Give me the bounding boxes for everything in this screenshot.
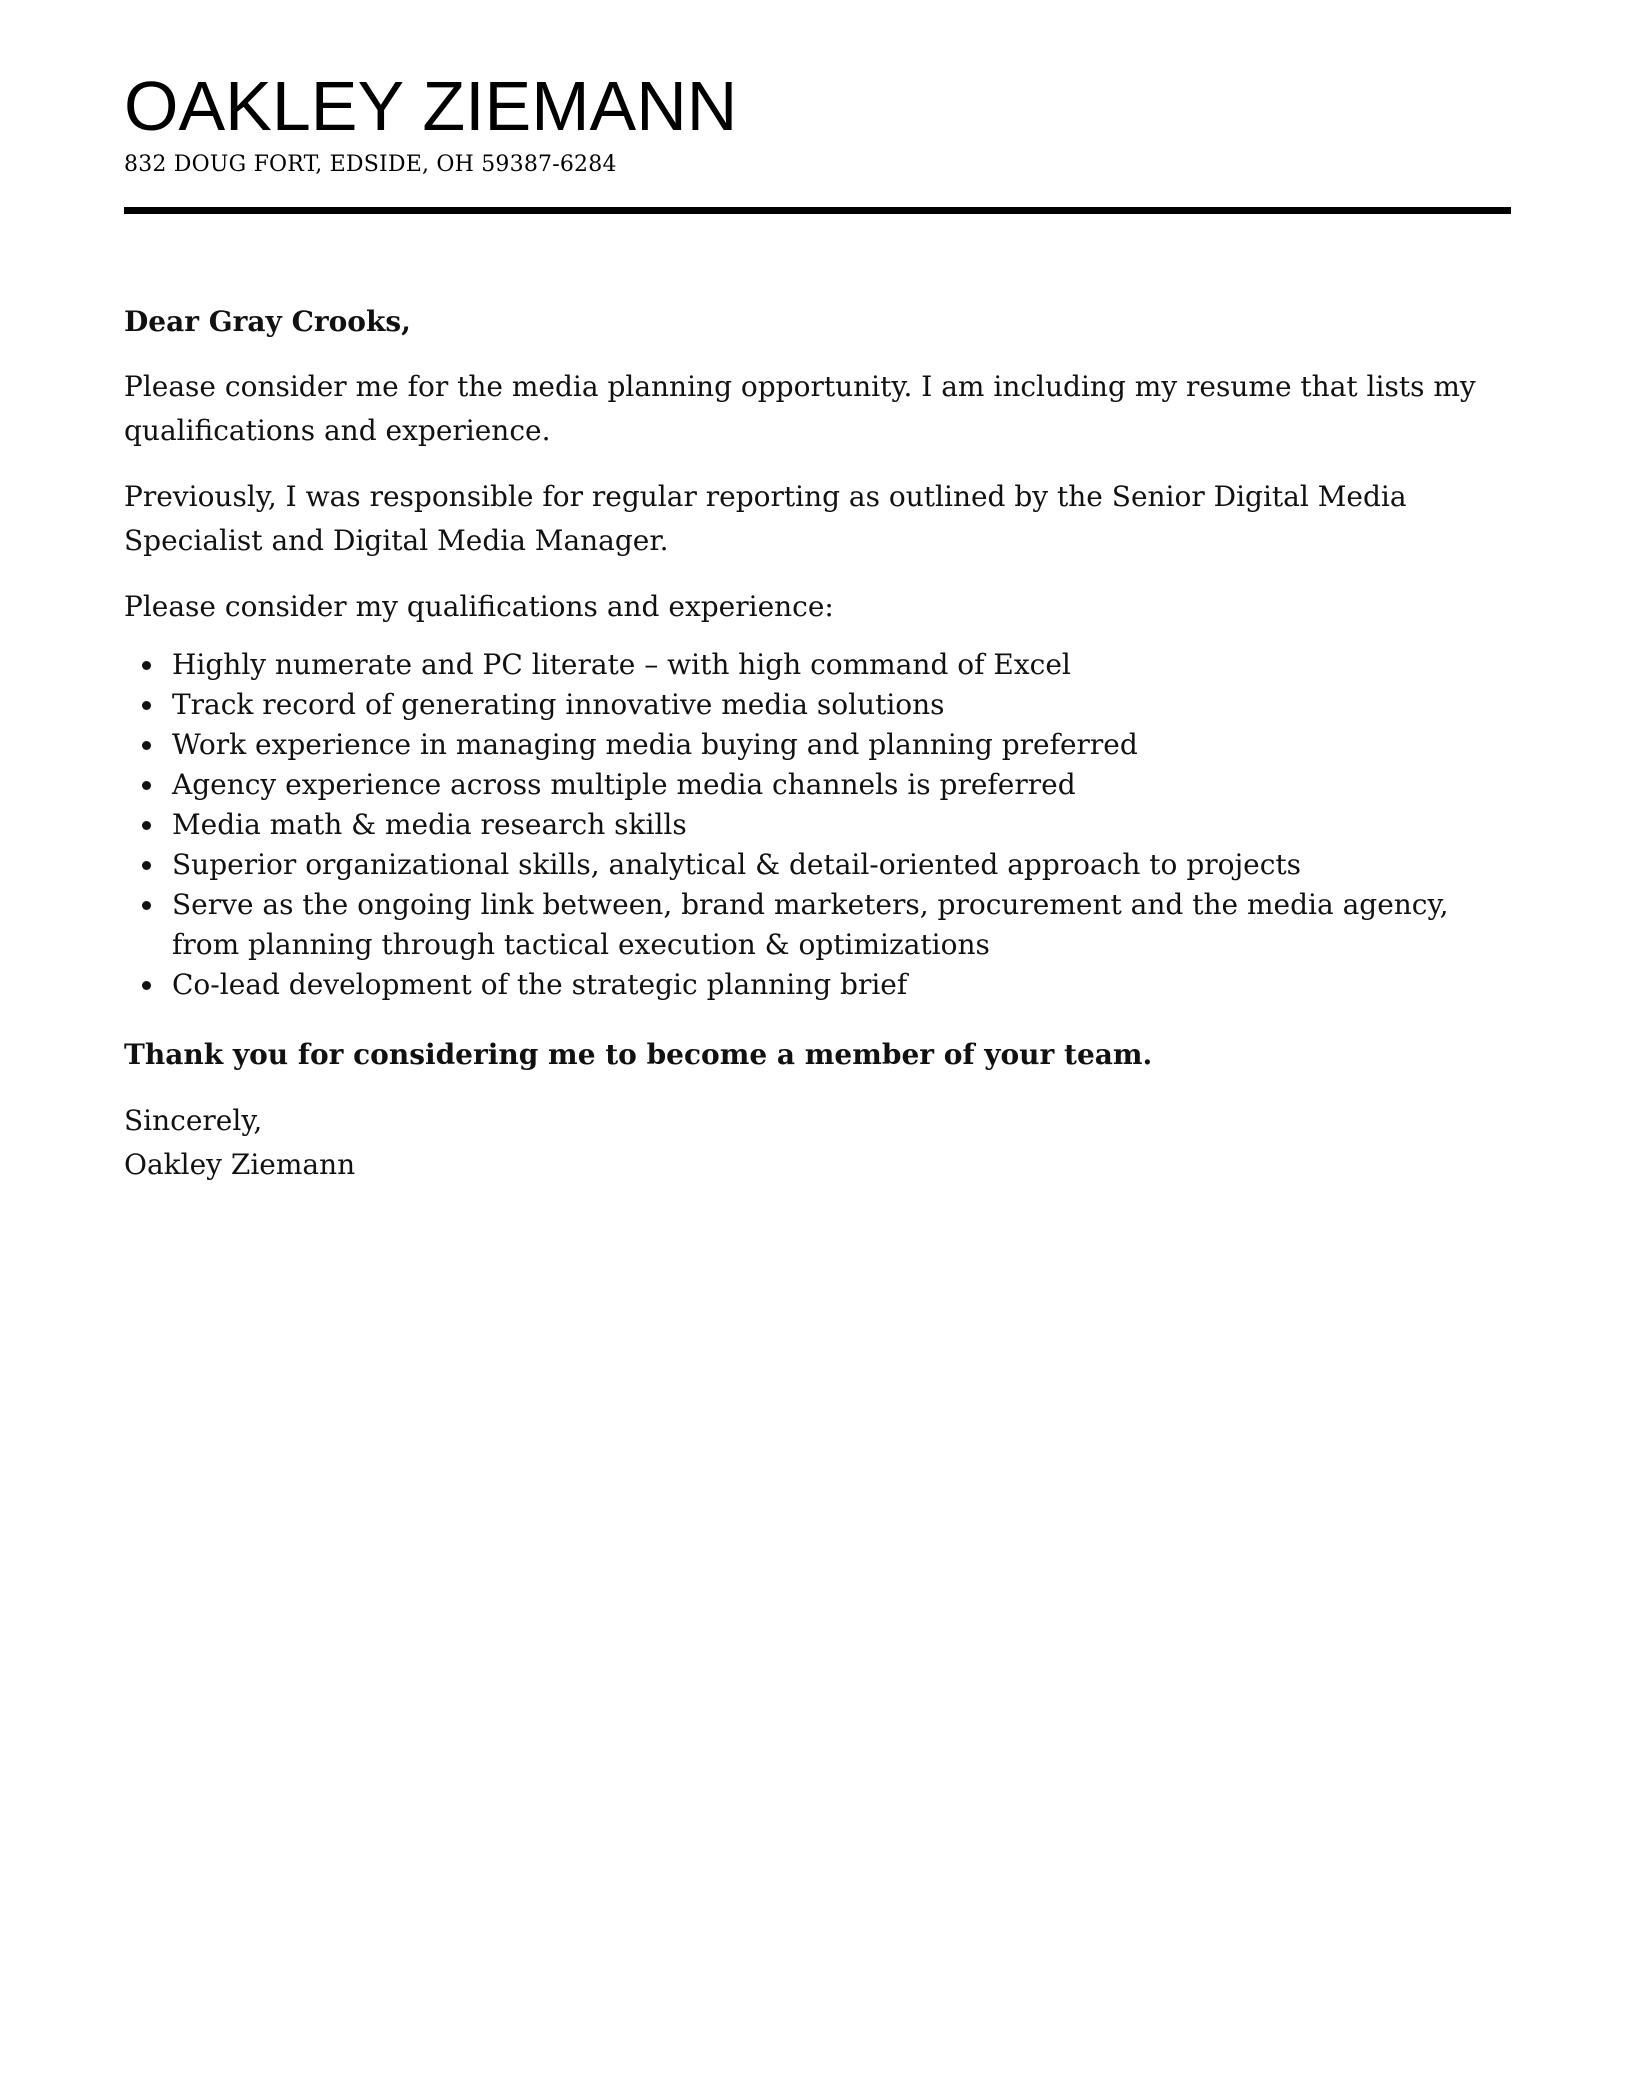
list-item-text: Serve as the ongoing link between, brand marketers, procurement and the media agency, from planning through tactical execution & optimizations <box>172 888 1449 961</box>
bullet-icon <box>142 661 151 670</box>
bullet-icon <box>142 861 151 870</box>
applicant-address: 832 DOUG FORT, EDSIDE, OH 59387-6284 <box>124 152 617 177</box>
list-item <box>172 805 1511 845</box>
list-item <box>172 765 1511 805</box>
list-item <box>172 685 1511 725</box>
signoff: Sincerely, <box>124 1104 263 1137</box>
bullet-icon <box>142 781 151 790</box>
list-item-text: Highly numerate and PC literate – with high command of Excel <box>172 648 1071 681</box>
letter-body <box>124 300 1511 1187</box>
signature-name: Oakley Ziemann <box>124 1148 356 1181</box>
list-item-text: Co-lead development of the strategic planning brief <box>172 968 908 1001</box>
list-item <box>172 725 1511 765</box>
bullet-icon <box>142 701 151 710</box>
list-item-text: Agency experience across multiple media channels is preferred <box>172 768 1076 801</box>
list-item <box>172 845 1511 885</box>
list-item-text: Track record of generating innovative media solutions <box>172 688 945 721</box>
signoff-block <box>124 1099 1511 1187</box>
closing-statement: Thank you for considering me to become a member of your team. <box>124 1038 1153 1071</box>
intro-paragraph: Please consider me for the media planning opportunity. I am including my resume that lists my qualifications and experience. <box>124 370 1476 447</box>
bullet-icon <box>142 901 151 910</box>
list-item <box>172 645 1511 685</box>
list-item <box>172 965 1511 1005</box>
list-item-text: Media math & media research skills <box>172 808 687 841</box>
experience-paragraph: Previously, I was responsible for regular reporting as outlined by the Senior Digital Media Specialist and Digital Media Manager. <box>124 480 1407 557</box>
list-item <box>172 885 1511 965</box>
applicant-name: OAKLEY ZIEMANN <box>124 67 738 145</box>
qualifications-list <box>124 645 1511 1005</box>
salutation: Dear Gray Crooks, <box>124 305 411 338</box>
bullet-icon <box>142 741 151 750</box>
bullet-icon <box>142 821 151 830</box>
qualifications-intro: Please consider my qualifications and experience: <box>124 590 834 623</box>
list-item-text: Work experience in managing media buying and planning preferred <box>172 728 1138 761</box>
header-divider <box>124 207 1511 214</box>
bullet-icon <box>142 981 151 990</box>
list-item-text: Superior organizational skills, analytical & detail-oriented approach to projects <box>172 848 1302 881</box>
